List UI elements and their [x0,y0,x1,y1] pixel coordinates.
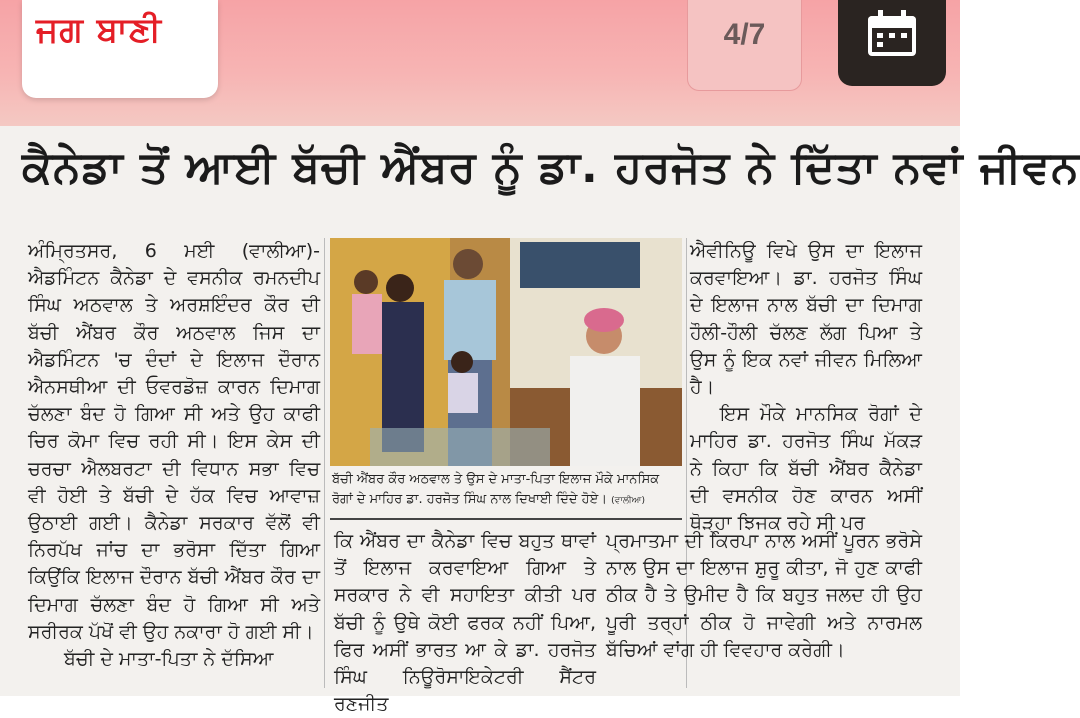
article-paragraph: ਐਵੀਨਿਊ ਵਿਖੇ ਉਸ ਦਾ ਇਲਾਜ ਕਰਵਾਇਆ। ਡਾ. ਹਰਜੋਤ ਸਿੰਘ ਦੇ ਇਲਾਜ ਨਾਲ ਬੱਚੀ ਦਾ ਦਿਮਾਗ ਹੌਲੀ-ਹੌਲੀ ਚੱਲਣ ਲੱਗ ਪਿਆ ਤੇ ਉਸ ਨੂੰ ਇਕ ਨਵਾਂ ਜੀਵਨ ਮਿਲਿਆ ਹੈ। [690,240,922,399]
photo-illustration [330,238,682,466]
column-divider [324,238,325,688]
calendar-icon [864,10,920,58]
article-column-3 [690,238,922,537]
calendar-button[interactable] [838,0,946,86]
page-indicator[interactable] [687,0,802,91]
article-photo [330,238,682,466]
article-column-2 [334,528,596,718]
caption-credit: (ਵਾਲੀਆ) [611,496,645,506]
caption-rule [330,518,682,520]
article-headline: ਕੈਨੇਡਾ ਤੋਂ ਆਈ ਬੱਚੀ ਐਂਬਰ ਨੂੰ ਡਾ. ਹਰਜੋਤ ਨੇ ਦਿੱਤਾ ਨਵਾਂ ਜੀਵਨ [22,142,1080,193]
article-paragraph: ਕਿ ਐਂਬਰ ਦਾ ਕੈਨੇਡਾ ਵਿਚ ਬਹੁਤ ਥਾਵਾਂ ਤੋਂ ਇਲਾਜ ਕਰਵਾਇਆ ਗਿਆ ਤੇ ਸਰਕਾਰ ਨੇ ਵੀ ਸਹਾਇਤਾ ਕੀਤੀ ਪਰ ਬੱਚੀ ਨੂੰ ਉਥੇ ਕੋਈ ਫਰਕ ਨਹੀਂ ਪਿਆ, ਫਿਰ ਅਸੀਂ ਭਾਰਤ ਆ ਕੇ ਡਾ. ਹਰਜੋਤ ਸਿੰਘ ਨਿਊਰੋਸਾਇਕੇਟਰੀ ਸੈਂਟਰ ਰਣਜੀਤ [334,530,596,716]
article-paragraph: ਬੱਚੀ ਦੇ ਮਾਤਾ-ਪਿਤਾ ਨੇ ਦੱਸਿਆ [64,648,274,671]
article-column-3-bottom [606,528,922,664]
article-paragraph: ਅੰਮ੍ਰਿਤਸਰ, 6 ਮਈ (ਵਾਲੀਆ)- ਐਡਮਿੰਟਨ ਕੈਨੇਡਾ ਦੇ ਵਸਨੀਕ ਰਮਨਦੀਪ ਸਿੰਘ ਅਠਵਾਲ ਤੇ ਅਰਸ਼ਇੰਦਰ ਕੌਰ ਦੀ ਬੱਚੀ ਐਂਬਰ ਕੌਰ ਅਠਵਾਲ ਜਿਸ ਦਾ ਐਡਮਿੰਟਨ 'ਚ ਦੰਦਾਂ ਦੇ ਇਲਾਜ ਦੌਰਾਨ ਐਨਸਥੀਆ ਦੀ ਓਵਰਡੋਜ਼ ਕਾਰਨ ਦਿਮਾਗ ਚੱਲਣਾ ਬੰਦ ਹੋ ਗਿਆ ਸੀ ਅਤੇ ਉਹ ਕਾਫੀ ਚਿਰ ਕੋਮਾ ਵਿਚ ਰਹੀ ਸੀ। ਇਸ ਕੇਸ ਦੀ ਚਰਚਾ ਐਲਬਰਟਾ ਦੀ ਵਿਧਾਨ ਸਭਾ ਵਿਚ ਵੀ ਹੋਈ ਤੇ ਬੱਚੀ ਦੇ ਹੱਕ ਵਿਚ ਆਵਾਜ਼ ਉਠਾਈ ਗਈ। ਕੈਨੇਡਾ ਸਰਕਾਰ ਵੱਲੋਂ ਵੀ ਨਿਰਪੱਖ ਜਾਂਚ ਦਾ ਭਰੋਸਾ ਦਿੱਤਾ ਗਿਆ ਕਿਉਂਕਿ ਇਲਾਜ ਦੌਰਾਨ ਬੱਚੀ ਐਂਬਰ ਕੌਰ ਦਾ ਦਿਮਾਗ ਚੱਲਣਾ ਬੰਦ ਹੋ ਗਿਆ ਸੀ ਅਤੇ ਸਰੀਰਕ ਪੱਖੋਂ ਵੀ ਉਹ ਨਕਾਰਾ ਹੋ ਗਈ ਸੀ। [28,240,320,643]
brand-logo[interactable] [22,0,218,98]
article-column-1 [28,238,320,673]
page-number: 4/7 [723,18,766,51]
photo-caption [332,470,680,511]
article-paragraph: ਇਸ ਮੌਕੇ ਮਾਨਸਿਕ ਰੋਗਾਂ ਦੇ ਮਾਹਿਰ ਡਾ. ਹਰਜੋਤ ਸਿੰਘ ਮੱਕੜ ਨੇ ਕਿਹਾ ਕਿ ਬੱਚੀ ਐਂਬਰ ਕੈਨੇਡਾ ਦੀ ਵਸਨੀਕ ਹੋਣ ਕਾਰਨ ਅਸੀਂ ਥੋੜ੍ਹਾ ਝਿਜਕ ਰਹੇ ਸੀ ਪਰ [690,403,922,535]
article-paragraph: ਪ੍ਰਮਾਤਮਾ ਦੀ ਕਿਰਪਾ ਨਾਲ ਅਸੀਂ ਪੂਰਨ ਭਰੋਸੇ ਨਾਲ ਉਸ ਦਾ ਇਲਾਜ ਸ਼ੁਰੂ ਕੀਤਾ, ਜੋ ਹੁਣ ਕਾਫੀ ਠੀਕ ਹੈ ਤੇ ਉਮੀਦ ਹੈ ਕਿ ਬਹੁਤ ਜਲਦ ਹੀ ਉਹ ਪੂਰੀ ਤਰ੍ਹਾਂ ਠੀਕ ਹੋ ਜਾਵੇਗੀ ਅਤੇ ਨਾਰਮਲ ਬੱਚਿਆਂ ਵਾਂਗ ਹੀ ਵਿਵਹਾਰ ਕਰੇਗੀ। [606,530,922,661]
caption-text: ਬੱਚੀ ਐਂਬਰ ਕੌਰ ਅਠਵਾਲ ਤੇ ਉਸ ਦੇ ਮਾਤਾ-ਪਿਤਾ ਇਲਾਜ ਮੌਕੇ ਮਾਨਸਿਕ ਰੋਗਾਂ ਦੇ ਮਾਹਿਰ ਡਾ. ਹਰਜੋਤ ਸਿੰਘ ਨਾਲ ਦਿਖਾਈ ਦਿੰਦੇ ਹੋਏ। [332,472,660,507]
logo-text: ਜਗ ਬਾਣੀ [36,10,163,50]
